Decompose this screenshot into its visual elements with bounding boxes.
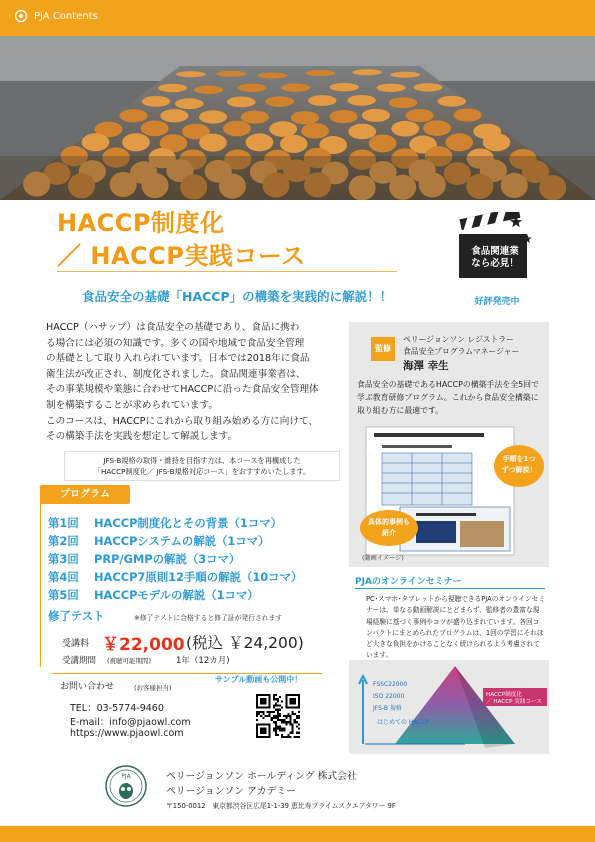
brand-circle-icon	[14, 9, 28, 23]
supervisor-role: 食品安全プログラムマネージャー	[403, 347, 520, 356]
company-address: 〒150-0012 東京都渋谷区広尾1-1-39 恵比寿プライムスクエアタワー 9F	[166, 802, 396, 810]
price-label: 受講料	[62, 639, 90, 649]
price-amount: ￥22,000	[102, 635, 185, 655]
bun-shape	[369, 134, 397, 152]
badge-text	[460, 246, 530, 270]
seminar-description: PC･スマホ･タブレットから視聴できるPJAのオンラインセミナーは、単なる動画解説にとどまらず、監修者の豊富な現場経験に基づく事例やコツが盛り込まれています。各回コンパクトにまとめられたプログラムは、1回の学習にそれほど大きな負担をかけることなく続けられるよう考慮されています。	[366, 595, 545, 660]
title-line-2: ／ HACCP実践コース	[57, 242, 306, 270]
program-item	[48, 569, 302, 585]
supervisor-tag: 監修	[371, 337, 395, 361]
program-item-number: 第2回	[48, 534, 79, 548]
final-test: 修了テスト	[48, 609, 105, 623]
bun-shape	[160, 109, 188, 122]
bun-shape	[348, 124, 376, 140]
pyramid-level-label: はじめての HACCP	[377, 719, 430, 726]
bun-shape	[258, 73, 288, 79]
description-line: このコースは、HACCPにこれから取り組み始める方に向けて、	[46, 415, 318, 427]
supervisor-description: 食品安全の基礎であるHACCPの構築手法を全5回で学ぶ教育研修プログラム。これから食品安全構築に取り組む方に最適です。	[357, 380, 539, 415]
badge-line-1: 食品関連業	[471, 246, 519, 257]
seminar-divider	[355, 588, 545, 589]
bun-shape	[199, 134, 227, 152]
callout-bubble-steps	[494, 445, 544, 487]
program-item-title: PRP/GMPの解説（3コマ）	[94, 552, 241, 566]
period-label: 受講期間	[62, 656, 97, 666]
bun-shape	[194, 86, 223, 94]
release-label: 好評発売中	[474, 297, 520, 307]
bun-shape	[423, 120, 451, 136]
bun-shape	[306, 70, 336, 76]
bun-shape	[329, 110, 357, 123]
bun-shape	[142, 96, 171, 107]
badge-line-2: なら必見！	[471, 257, 519, 269]
bun-shape	[119, 109, 147, 122]
bun-shape	[158, 84, 187, 92]
program-item-number: 第1回	[48, 516, 79, 530]
brand-name: PJA Contents	[34, 10, 98, 22]
program-item	[48, 587, 259, 603]
bun-shape	[301, 123, 329, 139]
bun-shape	[216, 71, 246, 77]
program-item-title: HACCP7原則12手順の解説（10コマ）	[94, 570, 303, 584]
bun-shape	[269, 121, 297, 137]
bun-shape	[347, 95, 376, 106]
bun-shape	[223, 121, 251, 137]
description-line: 衛生法が改正され、制度化されました。食品関連事業者は、	[46, 368, 306, 380]
bun-shape	[265, 96, 294, 107]
pyramid-level-label: JFS-B 規格	[373, 705, 402, 712]
bun-shape	[227, 96, 256, 107]
bun-shape	[199, 110, 227, 123]
seminar-title: PJAのオンラインセミナー	[355, 577, 462, 587]
certification-pyramid	[355, 660, 549, 754]
bun-shape	[390, 72, 420, 78]
title-line-1: HACCP制度化	[57, 209, 225, 237]
program-item-number: 第4回	[48, 570, 79, 584]
bun-shape	[82, 133, 110, 151]
sample-video-note: サンプル動画も公開中！	[215, 675, 303, 684]
bun-shape	[414, 83, 443, 91]
bun-shape	[281, 83, 310, 91]
bun-shape	[438, 96, 467, 107]
pyramid-callout-line: ／ HACCP 実践コース	[486, 699, 542, 705]
description-line: る場合には必須の知識です。多くの国や地域で食品安全管理	[46, 337, 305, 349]
supervisor-name: 海澤 幸生	[403, 360, 449, 372]
bun-shape	[330, 83, 359, 91]
description-line: の基礎として取り入れられています。日本では2018年に食品	[46, 353, 310, 365]
title-divider	[57, 271, 397, 272]
callout-line: 具体的事例も	[368, 518, 410, 526]
bun-shape	[246, 133, 274, 151]
bun-shape	[406, 109, 434, 122]
bun-shape	[389, 97, 418, 108]
bun-shape	[377, 84, 406, 92]
academy-name: ペリージョンソン アカデミー	[166, 786, 296, 797]
bun-shape	[362, 109, 390, 122]
description-line: その構築手法を実践を想定して解説します。	[46, 431, 238, 443]
svg-text:PJA: PJA	[121, 773, 131, 780]
program-item-number: 第3回	[48, 552, 79, 566]
brand-header	[14, 9, 98, 23]
company-name: ペリージョンソン ホールディング 株式会社	[166, 771, 357, 782]
hero-photo	[0, 36, 595, 200]
bun-shape	[238, 84, 267, 92]
bun-shape	[141, 121, 169, 137]
pyramid-level-label: FSSC22000	[373, 681, 408, 688]
bun-shape	[352, 69, 382, 75]
supervisor-org: ペリージョンソン レジストラー	[403, 335, 514, 344]
callout-line: ずつ解説！	[501, 466, 537, 474]
program-item-title: HACCP制度化とその背景（1コマ）	[94, 516, 283, 530]
callout-bubble-examples	[360, 510, 418, 546]
program-item	[48, 515, 282, 531]
bun-shape	[445, 133, 473, 151]
inquiry-subtitle: (お客様担当)	[134, 684, 172, 692]
note-line-2: 「HACCP制度化／ JFS-B規格対応コース」をおすすめいたします。	[93, 467, 311, 476]
image-caption: (動画イメージ)	[362, 555, 404, 562]
description-line: 制を構築することが求められています。	[46, 399, 218, 411]
description-line: HACCP（ハサップ）は食品安全の基礎であり、食品に携わ	[46, 322, 300, 333]
note-line-1: JFS-B規格の取得・維持を目指す方は、本コースを再構成した	[103, 456, 301, 465]
qr-code-icon[interactable]	[256, 694, 300, 738]
bun-shape	[308, 95, 337, 106]
bun-shape	[241, 110, 269, 123]
bottom-band	[0, 826, 595, 842]
callout-line: 紹介	[382, 529, 396, 537]
pja-owl-logo-icon	[104, 764, 148, 808]
phone-number[interactable]: TEL：03-5774-9460	[70, 703, 164, 714]
bun-shape	[453, 108, 481, 121]
bun-shape	[175, 98, 204, 109]
period-value: 1年（12カ月)	[176, 656, 230, 666]
program-item	[48, 551, 240, 567]
bun-shape	[291, 111, 319, 124]
bun-shape	[483, 133, 511, 151]
final-test-note: ※修了テストに合格すると修了証が発行されます	[134, 614, 283, 622]
price-with-tax: (税込 ￥24,200)	[186, 634, 304, 652]
pyramid-callout-line: HACCP制度化	[486, 692, 522, 698]
subtitle: 食品安全の基礎「HACCP」の構築を実践的に解説！！	[82, 289, 393, 304]
program-item-title: HACCPシステムの解説（1コマ）	[94, 534, 270, 548]
inquiry-title: お問い合わせ	[60, 682, 115, 692]
jfs-note	[64, 451, 340, 481]
bun-shape	[122, 133, 150, 151]
bun-shape	[280, 135, 308, 153]
website-link[interactable]: https://www.pjaowl.com	[70, 728, 184, 739]
pyramid-level-label: ISO 22000	[373, 693, 405, 700]
program-item	[48, 533, 270, 549]
course-description	[46, 320, 338, 445]
period-sublabel: (視聴可能期間)	[107, 657, 152, 665]
bun-shape	[176, 71, 206, 77]
description-line: その事業規模や業態に合わせてHACCPに沿った食品安全管理体	[46, 384, 319, 396]
callout-line: 手順を1つ	[502, 455, 536, 463]
email-address[interactable]: E-mail：info@pjaowl.com	[70, 717, 191, 728]
program-item-number: 第5回	[48, 588, 79, 602]
program-item-title: HACCPモデルの解説（1コマ）	[94, 588, 259, 602]
program-tab: プログラム	[40, 485, 130, 504]
bun-shape	[391, 121, 419, 137]
